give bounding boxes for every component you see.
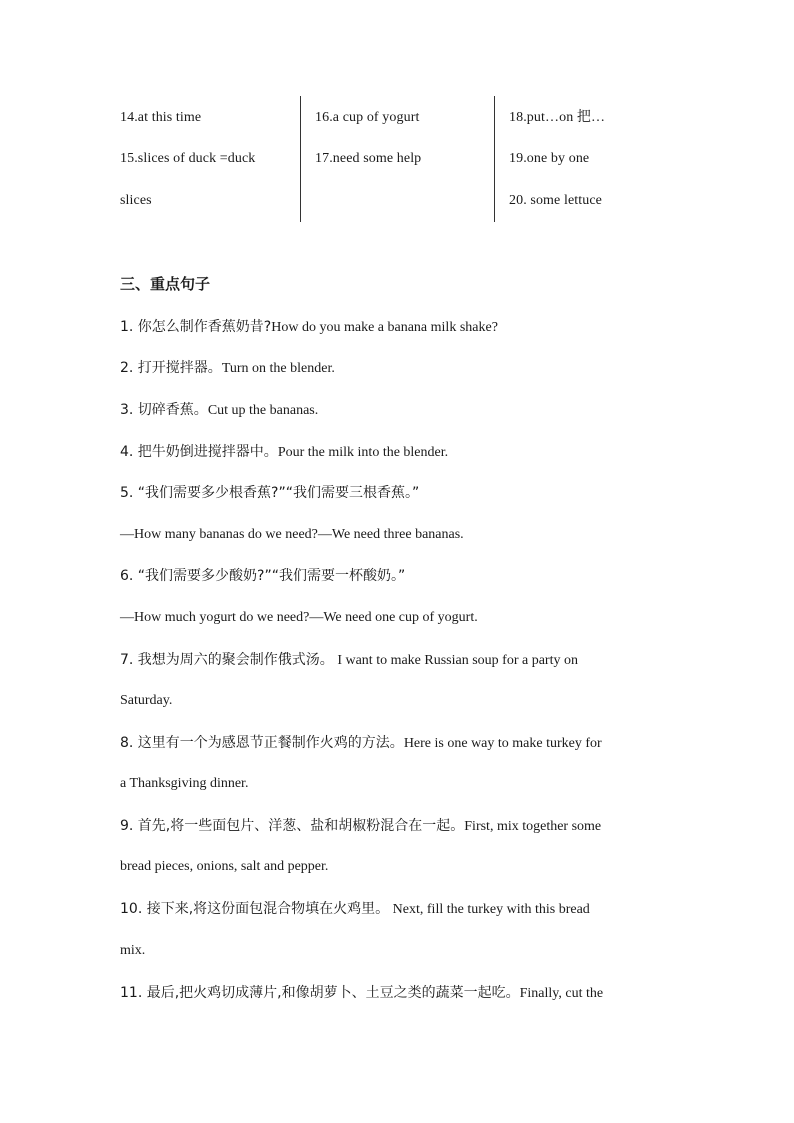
sentence-line [120, 318, 674, 337]
sentence-english: Cut up the bananas. [207, 403, 319, 418]
sentence-chinese: 9. 首先,将一些面包片、洋葱、盐和胡椒粉混合在一起。 [120, 818, 465, 834]
phrase-column-1 [106, 96, 300, 222]
sentence-chinese: 11. 最后,把火鸡切成薄片,和像胡萝卜、土豆之类的蔬菜一起吃。 [120, 985, 520, 1001]
phrase-item: slices [120, 193, 152, 208]
sentence-line [120, 443, 674, 462]
sentence-english: bread pieces, onions, salt and pepper. [120, 859, 329, 874]
sentence-line [120, 651, 674, 670]
sentence-chinese: 6. “我们需要多少酸奶?”“我们需要一杯酸奶。” [120, 568, 406, 584]
sentence-line [120, 525, 674, 544]
sentence-chinese: 8. 这里有一个为感恩节正餐制作火鸡的方法。 [120, 735, 404, 751]
sentence-english: Here is one way to make turkey for [403, 736, 602, 751]
phrase-item: 18.put…on 把… [509, 110, 606, 125]
phrase-item: 16.a cup of yogurt [315, 110, 420, 125]
sentence-line [120, 359, 674, 378]
phrase-column-2 [300, 96, 495, 222]
sentence-english: Saturday. [120, 693, 173, 708]
sentence-chinese: 1. 你怎么制作香蕉奶昔? [120, 319, 272, 335]
sentence-line [120, 608, 674, 627]
sentence-line [120, 941, 674, 960]
sentence-chinese: 10. 接下来,将这份面包混合物填在火鸡里。 [120, 901, 390, 917]
sentence-line [120, 857, 674, 876]
sentence-line [120, 984, 674, 1003]
sentence-line [120, 774, 674, 793]
phrase-item: 14.at this time [120, 110, 202, 125]
sentence-english: Next, fill the turkey with this bread [389, 902, 590, 917]
sentence-english: a Thanksgiving dinner. [120, 776, 249, 791]
sentence-english: I want to make Russian soup for a party on [333, 653, 578, 668]
phrase-table [106, 96, 688, 222]
sentence-english: —How many bananas do we need?—We need three bananas. [120, 527, 464, 542]
sentence-english: Finally, cut the [519, 986, 604, 1001]
phrase-item: 15.slices of duck =duck [120, 151, 256, 166]
sentence-english: How do you make a banana milk shake? [271, 320, 498, 335]
sentence-english: First, mix together some [464, 819, 602, 834]
sentence-line [120, 900, 674, 919]
sentence-chinese: 7. 我想为周六的聚会制作俄式汤。 [120, 652, 334, 668]
sentence-line [120, 691, 674, 710]
sentence-chinese: 5. “我们需要多少根香蕉?”“我们需要三根香蕉。” [120, 485, 420, 501]
phrase-item: 17.need some help [315, 151, 422, 166]
sentence-line [120, 567, 674, 586]
sentence-english: Pour the milk into the blender. [277, 445, 449, 460]
phrase-column-3 [494, 96, 689, 222]
sentence-chinese: 3. 切碎香蕉。 [120, 402, 208, 418]
sentence-line [120, 401, 674, 420]
sentence-chinese: 2. 打开搅拌器。 [120, 360, 222, 376]
sentence-chinese: 4. 把牛奶倒进搅拌器中。 [120, 444, 278, 460]
sentence-line [120, 817, 674, 836]
phrase-item: 20. some lettuce [509, 193, 602, 208]
sentence-english: mix. [120, 943, 146, 958]
phrase-item: 19.one by one [509, 151, 590, 166]
sentence-line [120, 484, 674, 503]
sentence-line [120, 734, 674, 753]
section-heading: 三、重点句子 [120, 275, 211, 293]
sentence-english: —How much yogurt do we need?—We need one cup of yogurt. [120, 610, 478, 625]
sentence-english: Turn on the blender. [221, 361, 335, 376]
